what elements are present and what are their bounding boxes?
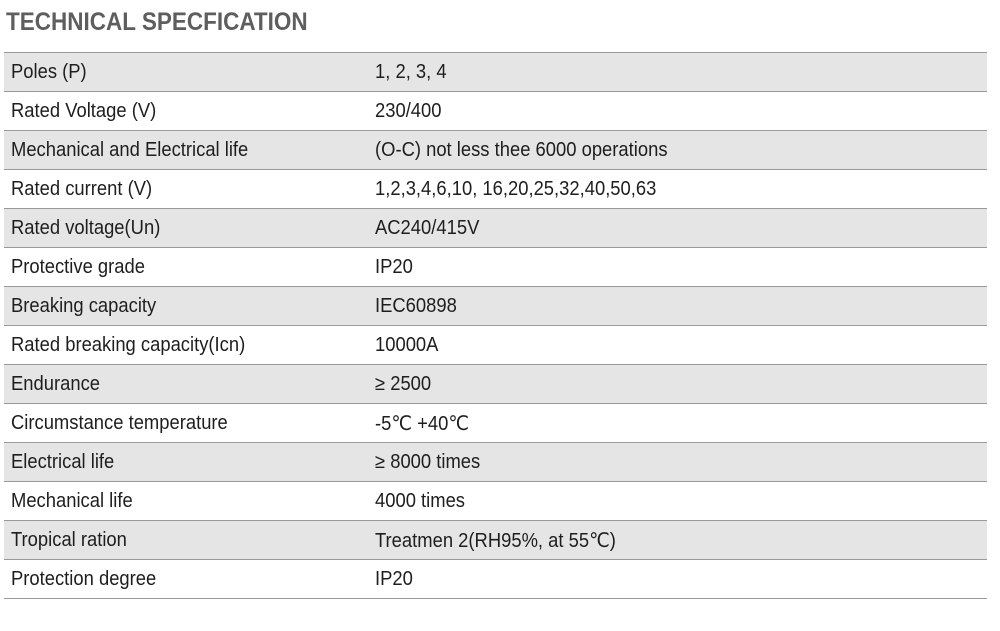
row-label: Rated Voltage (V) <box>11 99 157 122</box>
row-label: Breaking capacity <box>11 294 157 317</box>
table-row <box>4 209 987 248</box>
row-label: Protective grade <box>11 255 145 278</box>
table-row <box>4 92 987 131</box>
spec-table <box>4 52 987 599</box>
table-row <box>4 404 987 443</box>
row-value: IP20 <box>375 567 413 590</box>
table-row <box>4 248 987 287</box>
row-value: IEC60898 <box>375 294 457 317</box>
row-label: Mechanical life <box>11 489 133 512</box>
table-row <box>4 443 987 482</box>
table-row <box>4 560 987 599</box>
table-row <box>4 287 987 326</box>
row-value: 10000A <box>375 333 439 356</box>
row-value: 1,2,3,4,6,10, 16,20,25,32,40,50,63 <box>375 177 657 200</box>
table-row <box>4 365 987 404</box>
row-value: 4000 times <box>375 489 466 512</box>
row-value: 230/400 <box>375 99 442 122</box>
row-value: 1, 2, 3, 4 <box>375 60 447 83</box>
table-row <box>4 131 987 170</box>
row-label: Rated voltage(Un) <box>11 216 161 239</box>
row-value: -5℃ +40℃ <box>375 412 470 435</box>
table-row <box>4 53 987 92</box>
row-value: ≥ 2500 <box>375 372 432 395</box>
table-row <box>4 482 987 521</box>
row-value: AC240/415V <box>375 216 480 239</box>
row-label: Poles (P) <box>11 60 87 83</box>
row-label: Protection degree <box>11 567 157 590</box>
row-label: Electrical life <box>11 450 115 473</box>
table-row <box>4 326 987 365</box>
row-label: Endurance <box>11 372 101 395</box>
table-row <box>4 521 987 560</box>
row-value: ≥ 8000 times <box>375 450 481 473</box>
row-label: Rated breaking capacity(Icn) <box>11 333 246 356</box>
row-label: Tropical ration <box>11 528 127 551</box>
row-label: Circumstance temperature <box>11 411 228 434</box>
row-label: Rated current (V) <box>11 177 153 200</box>
table-row <box>4 170 987 209</box>
row-value: (O-C) not less thee 6000 operations <box>375 138 668 161</box>
row-label: Mechanical and Electrical life <box>11 138 249 161</box>
page-title: TECHNICAL SPECFICATION <box>6 8 308 36</box>
row-value: Treatmen 2(RH95%, at 55℃) <box>375 529 616 552</box>
row-value: IP20 <box>375 255 413 278</box>
